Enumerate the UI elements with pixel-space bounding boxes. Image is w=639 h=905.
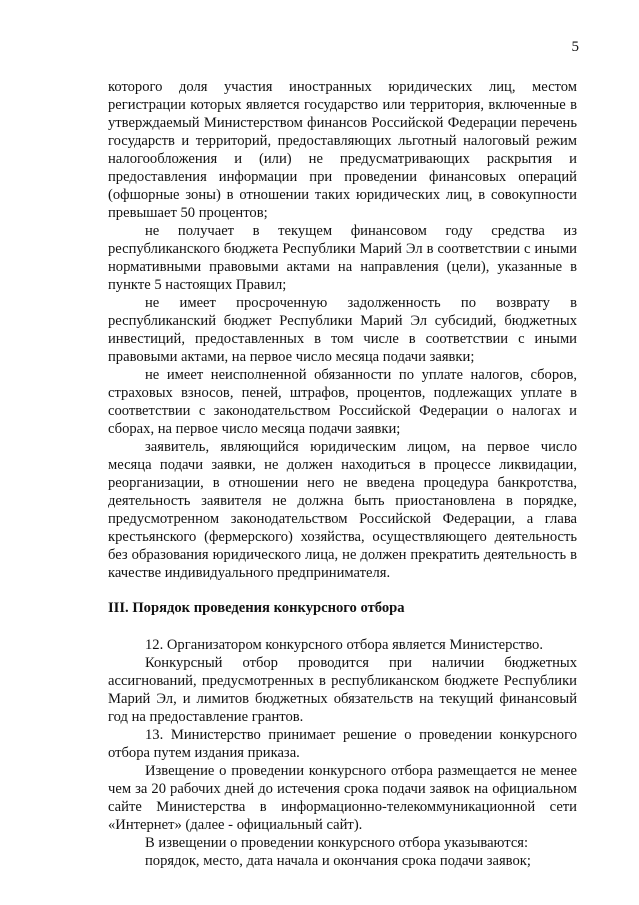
- paragraph: не имеет неисполненной обязанности по уплате налогов, сборов, страховых взносов, пеней, штрафов, процентов, подлежащих уплате в соответствии с законодательством Российской Федерации о налогах и сборах, на первое число месяца подачи заявки;: [108, 367, 577, 437]
- paragraph: не получает в текущем финансовом году средства из республиканского бюджета Республики Марий Эл в соответствии с иными нормативными правовыми актами на направления (цели), указанные в пункте 5 настоящих Правил;: [108, 223, 577, 293]
- paragraph: порядок, место, дата начала и окончания срока подачи заявок;: [145, 853, 531, 869]
- section-heading: III. Порядок проведения конкурсного отбора: [108, 600, 405, 616]
- paragraph: не имеет просроченную задолженность по возврату в республиканский бюджет Республики Марий Эл субсидий, бюджетных инвестиций, предоставленных в том числе в соответствии с иными правовыми актами, на первое число месяца подачи заявки;: [108, 295, 577, 365]
- paragraph: В извещении о проведении конкурсного отбора указываются:: [145, 835, 529, 851]
- paragraph: Конкурсный отбор проводится при наличии бюджетных ассигнований, предусмотренных в республиканском бюджете Республики Марий Эл, и лимитов бюджетных обязательств на текущий финансовый год на предоставление грантов.: [108, 655, 577, 725]
- paragraph: 13. Министерство принимает решение о проведении конкурсного отбора путем издания приказа.: [108, 727, 577, 761]
- document-body: [108, 78, 577, 870]
- page-number: 5: [571, 39, 579, 55]
- paragraph: Извещение о проведении конкурсного отбора размещается не менее чем за 20 рабочих дней до истечения срока подачи заявок на официальном сайте Министерства в информационно-телекоммуникационной сети «Интернет» (далее - официальный сайт).: [108, 763, 577, 833]
- paragraph: заявитель, являющийся юридическим лицом, на первое число месяца подачи заявки, не должен находиться в процессе ликвидации, реорганизации, в отношении него не введена процедура банкротства, деятельность заявителя не должна быть приостановлена в порядке, предусмотренном законодательством Российской Федерации, а глава крестьянского (фермерского) хозяйства, осуществляющего деятельность без образования юридического лица, не должен прекратить деятельность в качестве индивидуального предпринимателя.: [108, 439, 577, 581]
- paragraph: которого доля участия иностранных юридических лиц, местом регистрации которых является государство или территория, включенные в утверждаемый Министерством финансов Российской Федерации перечень государств и территорий, предоставляющих льготный налоговый режим налогообложения и (или) не предусматривающих раскрытия и предоставления информации при проведении финансовых операций (офшорные зоны) в отношении таких юридических лиц, в совокупности превышает 50 процентов;: [108, 79, 577, 221]
- paragraph: 12. Организатором конкурсного отбора является Министерство.: [145, 637, 543, 653]
